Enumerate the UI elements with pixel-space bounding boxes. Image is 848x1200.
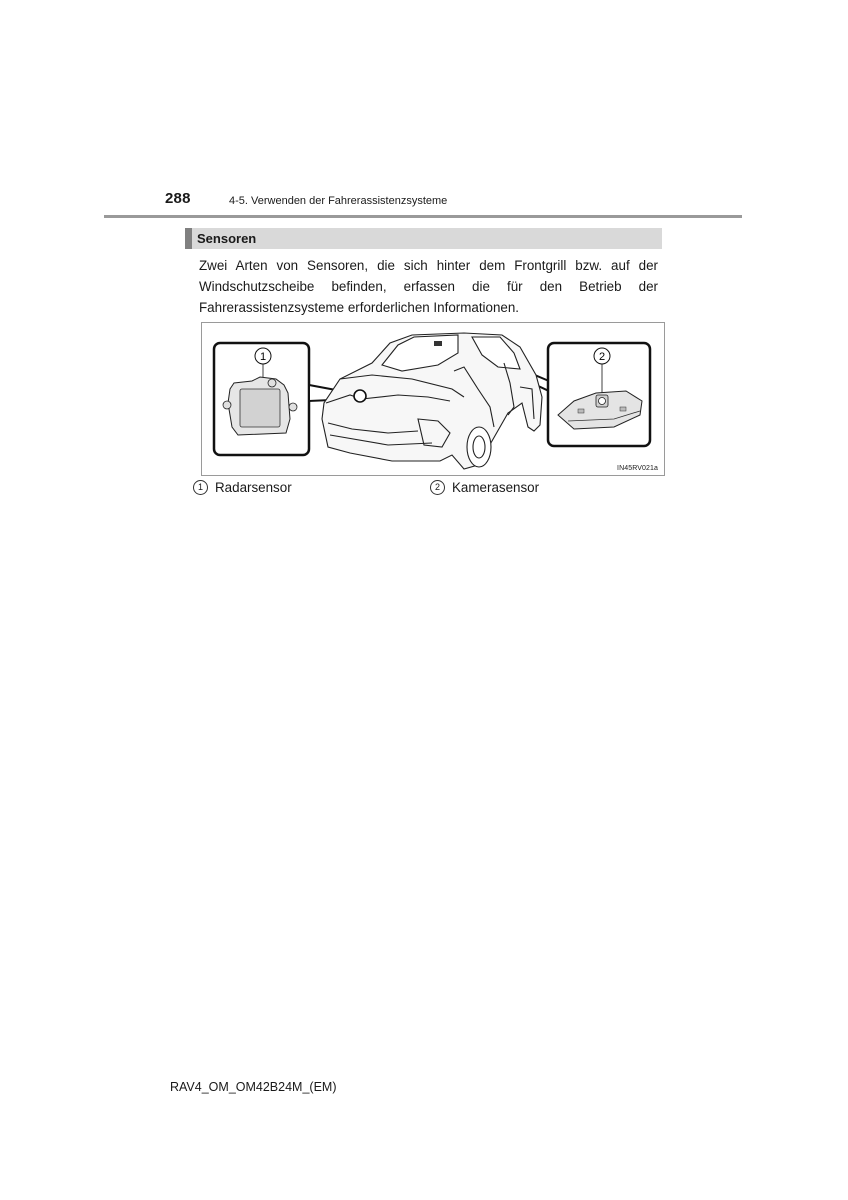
legend-label-camera: Kamerasensor: [452, 480, 540, 495]
camera-inset: [548, 343, 650, 446]
sensor-figure: [201, 322, 665, 476]
section-heading: Sensoren: [185, 228, 662, 249]
legend-item-camera: [430, 480, 539, 495]
car-outline: [322, 333, 542, 469]
figure-code: IN45RV021a: [617, 465, 658, 472]
callout-1: 1: [259, 351, 267, 363]
legend-label-radar: Radarsensor: [215, 480, 292, 495]
section-path: 4-5. Verwenden der Fahrerassistenzsysteme: [229, 195, 448, 207]
callout-2: 2: [598, 351, 606, 363]
radar-inset: [214, 343, 309, 455]
legend-number-1: 1: [193, 480, 208, 495]
car-sensor-illustration: [202, 323, 666, 477]
legend-number-2: 2: [430, 480, 445, 495]
footer-code: RAV4_OM_OM42B24M_(EM): [170, 1080, 337, 1094]
legend-item-radar: [193, 480, 292, 495]
header-rule: [104, 215, 742, 218]
body-paragraph: Zwei Arten von Sensoren, die sich hinter dem Frontgrill bzw. auf der Windschutzscheibe befinden, erfassen die für den Betrieb der Fahrerassistenzsysteme erforderlichen Informationen.: [199, 258, 658, 315]
page-number: 288: [165, 190, 191, 207]
